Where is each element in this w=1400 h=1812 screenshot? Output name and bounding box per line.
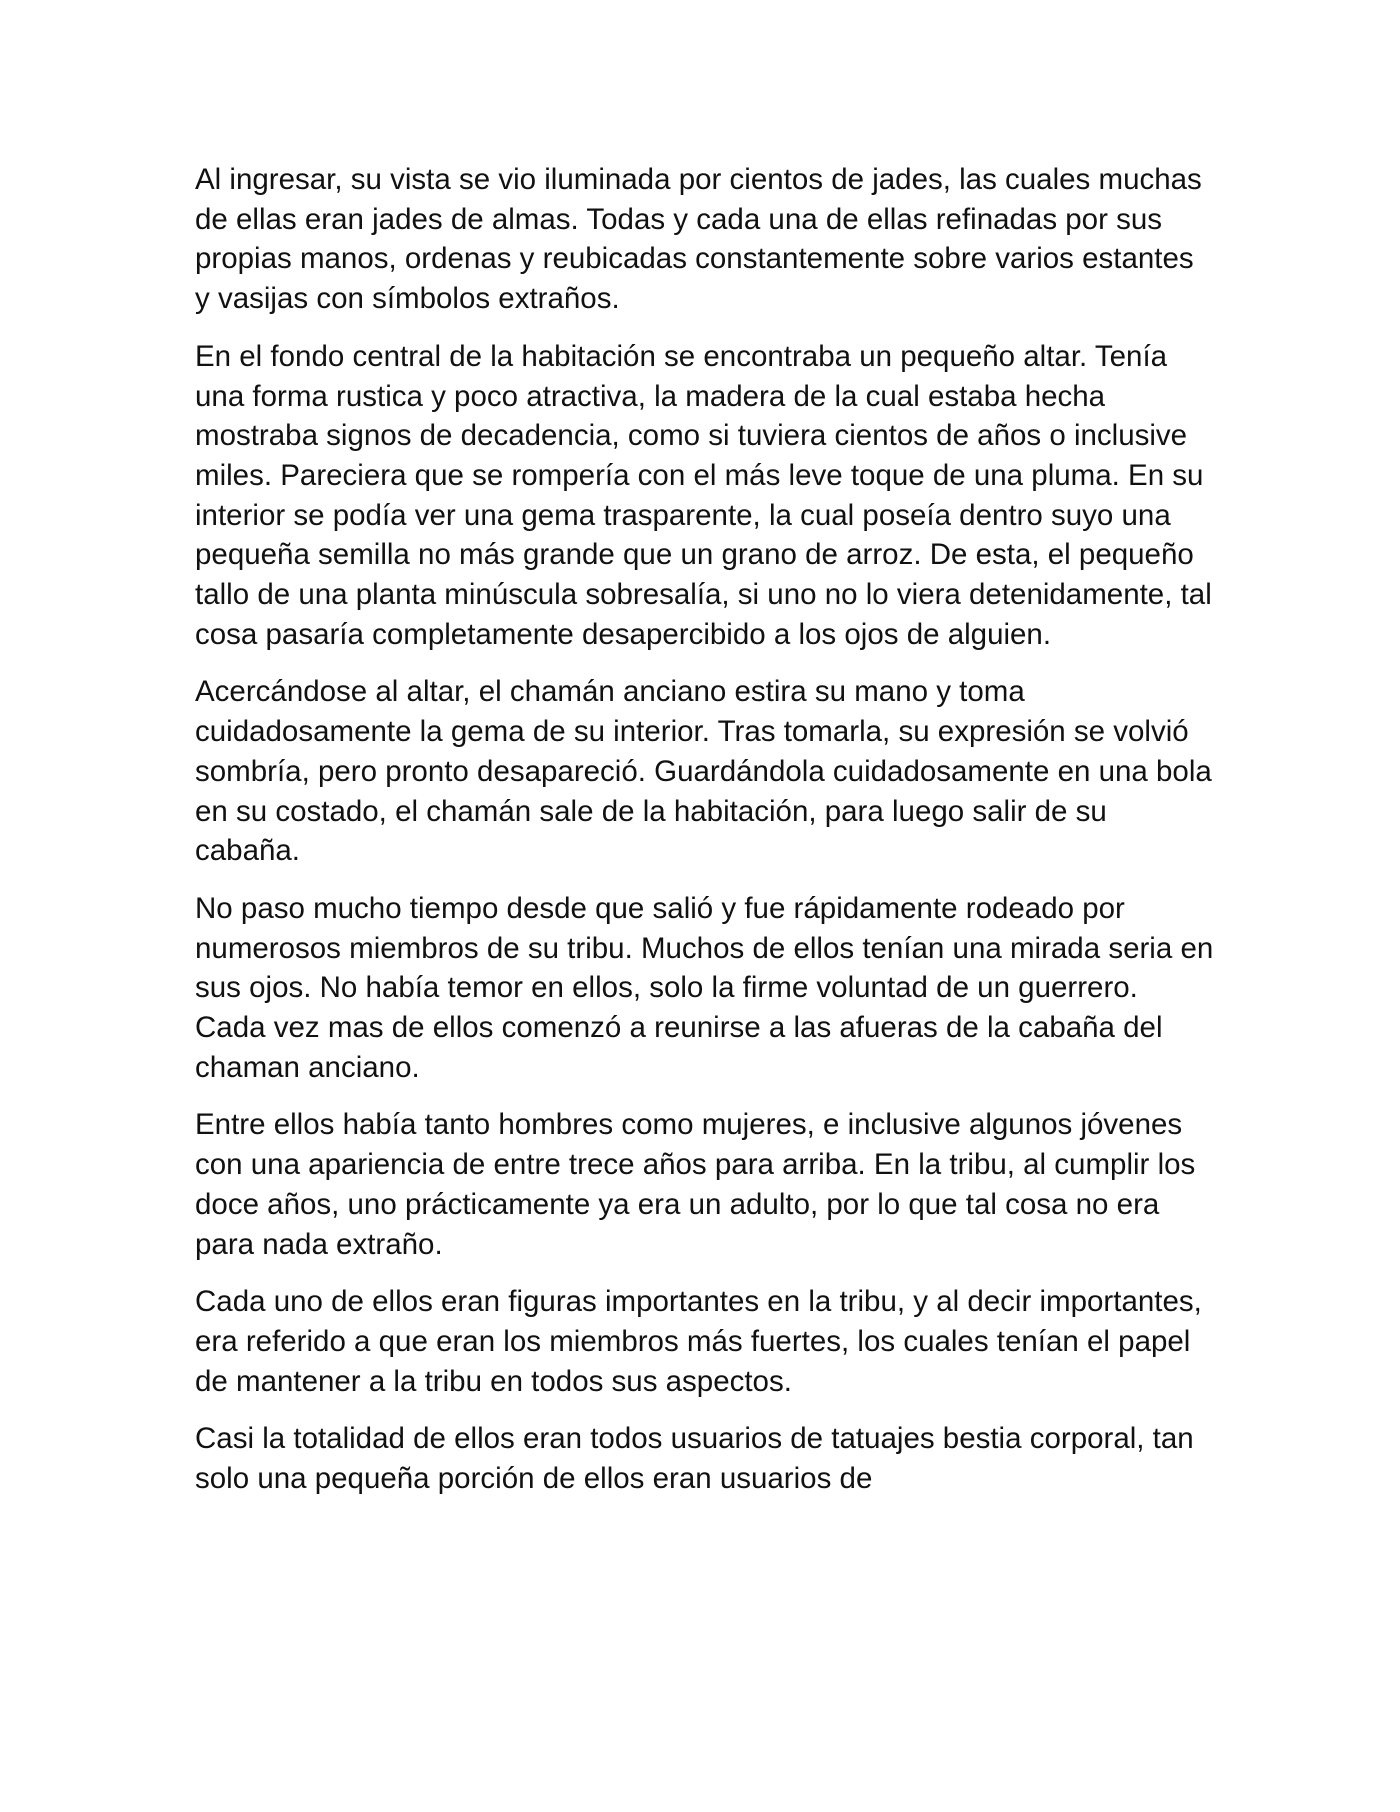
paragraph-2: En el fondo central de la habitación se encontraba un pequeño altar. Tenía una forma rustica y poco atractiva, la madera de la cual estaba hecha mostraba signos de decadencia, como si tuviera cientos de años o inclusive miles. Pareciera que se rompería con el más leve toque de una pluma. En su interior se podía ver una gema trasparente, la cual poseía dentro suyo una pequeña semilla no más grande que un grano de arroz. De esta, el pequeño tallo de una planta minúscula sobresalía, si uno no lo viera detenidamente, tal cosa pasaría completamente desapercibido a los ojos de alguien.	[195, 339, 1212, 651]
paragraph-4: No paso mucho tiempo desde que salió y fue rápidamente rodeado por numerosos miembros de su tribu. Muchos de ellos tenían una mirada seria en sus ojos. No había temor en ellos, solo la firme voluntad de un guerrero. Cada vez mas de ellos comenzó a reunirse a las afueras de la cabaña del chaman anciano.	[195, 891, 1214, 1084]
paragraph-6: Cada uno de ellos eran figuras importantes en la tribu, y al decir importantes, era referido a que eran los miembros más fuertes, los cuales tenían el papel de mantener a la tribu en todos sus aspectos.	[195, 1285, 1202, 1398]
paragraph-3: Acercándose al altar, el chamán anciano estira su mano y toma cuidadosamente la gema de su interior. Tras tomarla, su expresión se volvió sombría, pero pronto desapareció. Guardándola cuidadosamente en una bola en su costado, el chamán sale de la habitación, para luego salir de su cabaña.	[195, 675, 1212, 868]
paragraph-5: Entre ellos había tanto hombres como mujeres, e inclusive algunos jóvenes con una apariencia de entre trece años para arriba. En la tribu, al cumplir los doce años, uno prácticamente ya era un adulto, por lo que tal cosa no era para nada extraño.	[195, 1108, 1196, 1261]
paragraph-1: Al ingresar, su vista se vio iluminada por cientos de jades, las cuales muchas de ellas eran jades de almas. Todas y cada una de ellas refinadas por sus propias manos, ordenas y reubicadas constantemente sobre varios estantes y vasijas con símbolos extraños.	[195, 163, 1202, 316]
body-text	[195, 160, 1215, 1517]
paragraph-7: Casi la totalidad de ellos eran todos usuarios de tatuajes bestia corporal, tan solo una pequeña porción de ellos eran usuarios de	[195, 1422, 1194, 1496]
